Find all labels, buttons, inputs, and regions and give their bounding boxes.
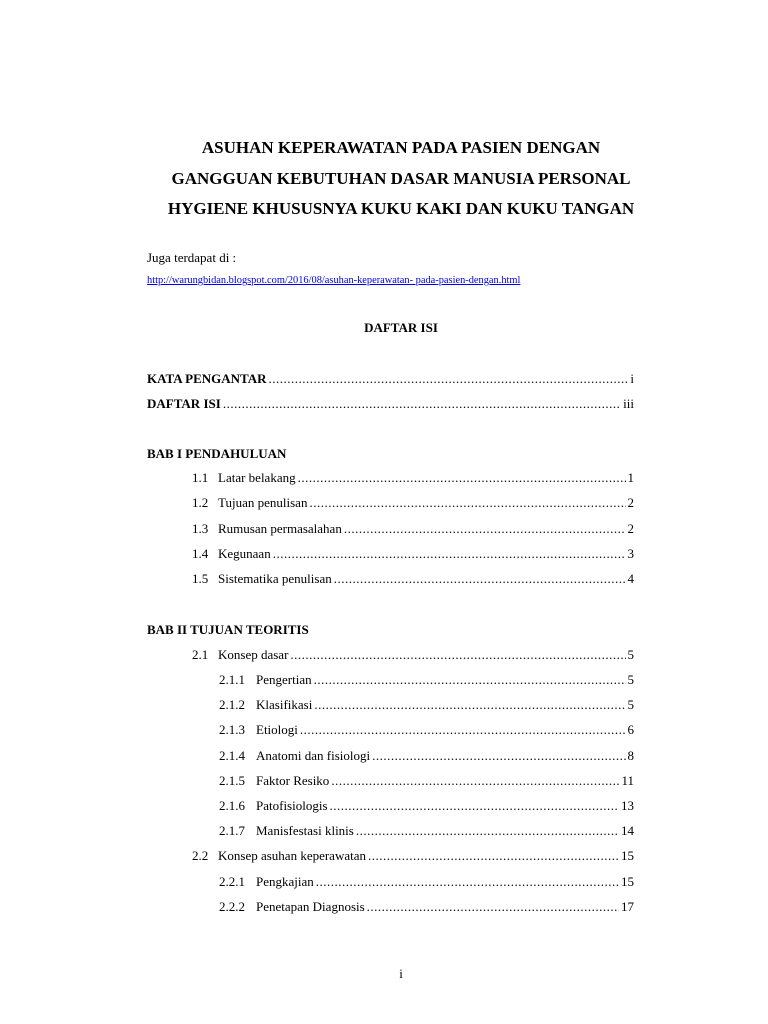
toc-entry-label: Rumusan permasalahan <box>218 521 342 536</box>
toc-dot-leader <box>356 823 619 839</box>
toc-entry-number: 2.1.3 <box>219 722 245 737</box>
toc-entry-page: 2 <box>627 495 634 510</box>
toc-entry-number: 2.1.1 <box>219 672 245 687</box>
toc-entry[interactable] <box>219 672 634 690</box>
toc-entry-label: Etiologi <box>256 722 298 737</box>
toc-entry-page: i <box>630 371 634 386</box>
toc-entry-number: 2.1.7 <box>219 823 245 838</box>
toc-entry-page: 8 <box>627 748 634 763</box>
toc-entry[interactable] <box>192 546 634 564</box>
toc-entry-number: 2.1.2 <box>219 697 245 712</box>
toc-dot-leader <box>223 396 621 412</box>
toc-entry-page: 3 <box>627 546 634 561</box>
toc-entry[interactable] <box>192 495 634 513</box>
toc-entry-number: 2.1.6 <box>219 798 245 813</box>
toc-dot-leader <box>331 773 619 789</box>
toc-entry-label: Anatomi dan fisiologi <box>256 748 371 763</box>
toc-entry-number: 2.2 <box>192 848 209 863</box>
toc-entry-label: Konsep asuhan keperawatan <box>218 848 366 863</box>
toc-entry-label: Manisfestasi klinis <box>256 823 354 838</box>
toc-entry-label: DAFTAR ISI <box>147 396 221 411</box>
toc-entry[interactable] <box>219 798 634 816</box>
toc-entry-label: Pengertian <box>256 672 312 687</box>
toc-entry-page: 15 <box>621 848 634 863</box>
toc-entry[interactable] <box>219 899 634 917</box>
toc-dot-leader <box>344 521 626 537</box>
toc-entry-label: Tujuan penulisan <box>218 495 308 510</box>
toc-dot-leader <box>269 371 629 387</box>
toc-entry[interactable] <box>219 697 634 715</box>
toc-entry-number: 1.4 <box>192 546 209 561</box>
toc-entry[interactable] <box>192 470 634 488</box>
toc-entry-label: Patofisiologis <box>256 798 328 813</box>
toc-entry[interactable] <box>192 571 634 589</box>
toc-entry-number: 2.1 <box>192 647 209 662</box>
toc-entry-label: Kegunaan <box>218 546 271 561</box>
toc-entry[interactable] <box>192 521 634 539</box>
source-link[interactable]: http://warungbidan.blogspot.com/2016/08/asuhan-keperawatan- pada-pasien-dengan.html <box>147 275 521 286</box>
toc-heading: DAFTAR ISI <box>364 320 438 335</box>
page-number: i <box>399 966 403 981</box>
toc-entry-number: 1.5 <box>192 571 209 586</box>
toc-entry-page: 6 <box>627 722 634 737</box>
toc-dot-leader <box>372 748 625 764</box>
toc-dot-leader <box>300 722 626 738</box>
toc-entry[interactable] <box>192 848 634 866</box>
toc-dot-leader <box>298 470 626 486</box>
toc-entry-page: 17 <box>621 899 634 914</box>
document-title: ASUHAN KEPERAWATAN PADA PASIEN DENGAN GANGGUAN KEBUTUHAN DASAR MANUSIA PERSONAL HYGIENE KHUSUSNYA KUKU KAKI DAN KUKU TANGAN <box>167 138 635 218</box>
toc-entry[interactable] <box>219 748 634 766</box>
toc-entry-kata-pengantar[interactable] <box>147 371 634 389</box>
toc-entry-label: KATA PENGANTAR <box>147 371 267 386</box>
toc-entry-label: Konsep dasar <box>218 647 289 662</box>
toc-entry-page: 14 <box>621 823 634 838</box>
toc-dot-leader <box>314 697 625 713</box>
toc-dot-leader <box>316 874 619 890</box>
toc-entry-label: Klasifikasi <box>256 697 313 712</box>
toc-entry-page: iii <box>623 396 634 411</box>
toc-entry[interactable] <box>219 874 634 892</box>
toc-dot-leader <box>367 899 619 915</box>
toc-entry-page: 5 <box>627 647 634 662</box>
toc-entry-daftar-isi[interactable] <box>147 396 634 414</box>
toc-entry[interactable] <box>192 647 634 665</box>
toc-dot-leader <box>309 495 625 511</box>
toc-dot-leader <box>330 798 619 814</box>
toc-dot-leader <box>334 571 626 587</box>
toc-entry[interactable] <box>219 722 634 740</box>
bab1-heading: BAB I PENDAHULUAN <box>147 446 287 461</box>
toc-entry-number: 2.1.4 <box>219 748 245 763</box>
toc-entry-label: Penetapan Diagnosis <box>256 899 365 914</box>
toc-dot-leader <box>290 647 625 663</box>
toc-dot-leader <box>368 848 619 864</box>
toc-entry-page: 4 <box>627 571 634 586</box>
toc-entry-number: 1.1 <box>192 470 209 485</box>
toc-dot-leader <box>314 672 626 688</box>
toc-entry-page: 13 <box>621 798 634 813</box>
toc-entry-label: Faktor Resiko <box>256 773 330 788</box>
toc-entry-page: 5 <box>627 697 634 712</box>
toc-entry-page: 1 <box>627 470 634 485</box>
toc-entry[interactable] <box>219 773 634 791</box>
toc-entry-label: Sistematika penulisan <box>218 571 332 586</box>
toc-dot-leader <box>273 546 626 562</box>
toc-entry-number: 1.2 <box>192 495 209 510</box>
toc-entry-page: 2 <box>627 521 634 536</box>
toc-entry-page: 15 <box>621 874 634 889</box>
bab2-heading: BAB II TUJUAN TEORITIS <box>147 622 309 637</box>
toc-entry-page: 5 <box>627 672 634 687</box>
toc-entry-number: 2.1.5 <box>219 773 245 788</box>
toc-entry-label: Latar belakang <box>218 470 296 485</box>
toc-entry-page: 11 <box>621 773 634 788</box>
toc-entry-number: 2.2.1 <box>219 874 245 889</box>
toc-entry-number: 2.2.2 <box>219 899 245 914</box>
toc-entry-label: Pengkajian <box>256 874 314 889</box>
also-found-label: Juga terdapat di : <box>147 250 237 265</box>
toc-entry-number: 1.3 <box>192 521 209 536</box>
toc-entry[interactable] <box>219 823 634 841</box>
